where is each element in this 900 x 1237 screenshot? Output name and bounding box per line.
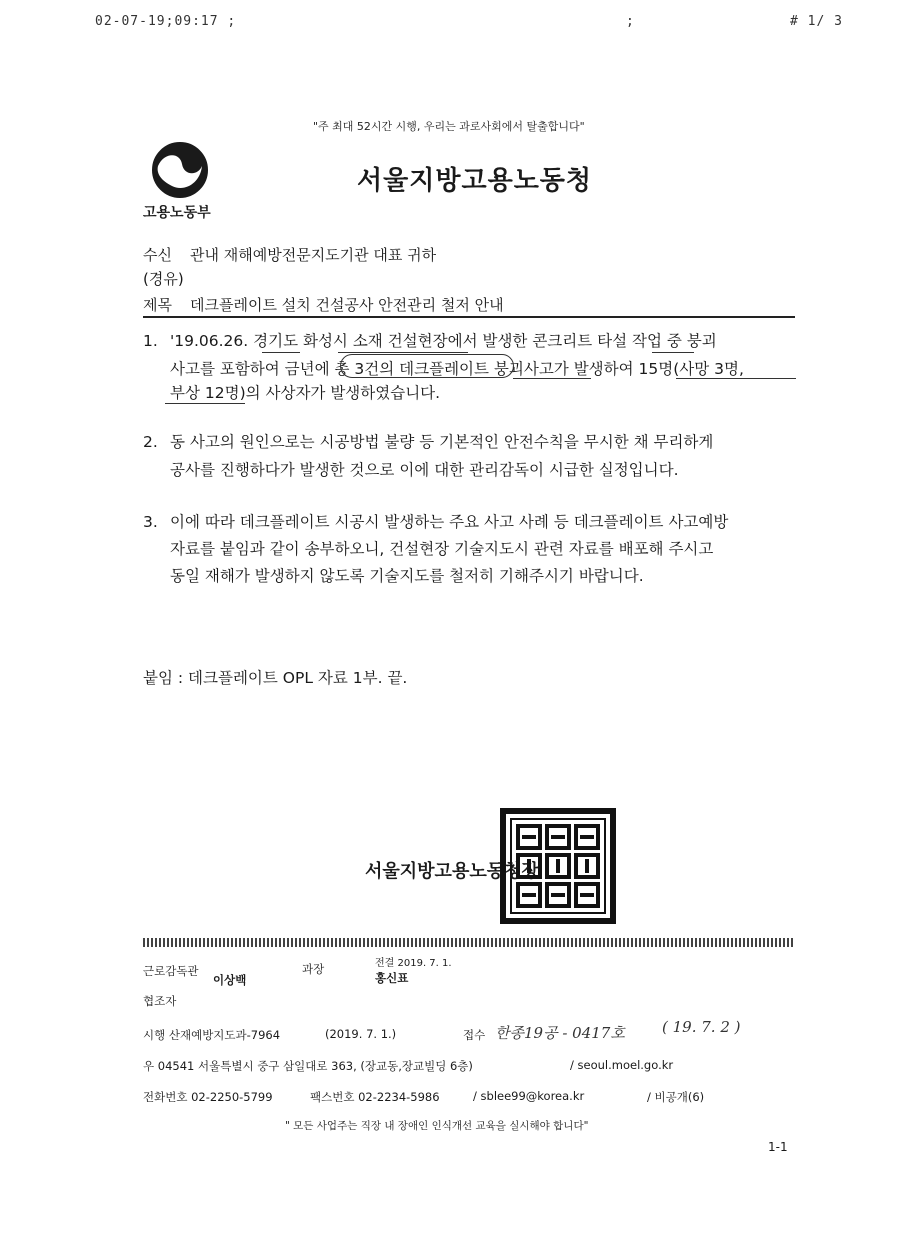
subject-label: 제목 xyxy=(143,296,172,314)
para-3-number: 3. xyxy=(143,513,158,531)
phone: 전화번호 02-2250-5799 xyxy=(143,1090,273,1104)
para-2-line-1: 동 사고의 원인으로는 시공방법 불량 등 기본적인 안전수칙을 무시한 채 무리하게 xyxy=(170,433,714,451)
email: / sblee99@korea.kr xyxy=(473,1089,585,1103)
cooperator-label: 협조자 xyxy=(143,994,177,1008)
page-number: 1-1 xyxy=(768,1140,788,1154)
enforcement-number: 시행 산재예방지도과-7964 xyxy=(143,1028,281,1042)
ministry-name: 고용노동부 xyxy=(143,205,211,221)
para-3-line-1: 이에 따라 데크플레이트 시공시 발생하는 주요 사고 사례 등 데크플레이트 사고예방 xyxy=(170,513,729,531)
pen-circle xyxy=(340,354,514,378)
pen-underline xyxy=(513,378,591,379)
receipt-handwritten: 한종19공 - 0417호 xyxy=(495,1024,625,1042)
fax-header-left: 02-07-19;09:17 ; xyxy=(95,14,237,29)
pen-underline xyxy=(652,352,694,353)
pen-underline xyxy=(676,378,796,379)
approval-date: 전결 2019. 7. 1. xyxy=(375,958,452,969)
para-1-line-3: 부상 12명)의 사상자가 발생하였습니다. xyxy=(170,384,441,402)
fax-number: 팩스번호 02-2234-5986 xyxy=(310,1090,440,1104)
recipient-label: 수신 xyxy=(143,246,172,264)
sender-name: 서울지방고용노동청장 xyxy=(365,861,539,882)
footer-divider xyxy=(143,938,795,947)
disclosure: / 비공개(6) xyxy=(647,1090,705,1104)
para-1-line-1: '19.06.26. 경기도 화성시 소재 건설현장에서 발생한 콘크리트 타설 작업 중 붕괴 xyxy=(170,332,717,350)
receipt-date-handwritten: ( 19. 7. 2 ) xyxy=(662,1018,741,1036)
fax-header-mid: ; xyxy=(626,14,635,29)
pen-underline xyxy=(262,352,300,353)
chief-label: 과장 xyxy=(302,962,325,976)
receipt-label: 접수 xyxy=(463,1028,486,1042)
para-3-line-3: 동일 재해가 발생하지 않도록 기술지도를 철저히 기해주시기 바랍니다. xyxy=(170,567,644,585)
para-2-number: 2. xyxy=(143,433,158,451)
para-3-line-2: 자료를 붙임과 같이 송부하오니, 건설현장 기술지도시 관련 자료를 배포해 주시고 xyxy=(170,540,714,558)
fax-page-count: # 1/ 3 xyxy=(790,14,843,29)
website: / seoul.moel.go.kr xyxy=(570,1058,674,1072)
recipient-value: 관내 재해예방전문지도기관 대표 귀하 xyxy=(190,246,437,264)
header-divider xyxy=(143,316,795,318)
attachment-line: 붙임 : 데크플레이트 OPL 자료 1부. 끝. xyxy=(143,669,408,687)
enforcement-date: (2019. 7. 1.) xyxy=(325,1027,397,1041)
inspector-name: 이상백 xyxy=(213,973,247,987)
agency-title: 서울지방고용노동청 xyxy=(357,166,593,196)
inspector-label: 근로감독관 xyxy=(143,964,199,978)
address: 우 04541 서울특별시 중구 삼일대로 363, (장교동,장교빌딩 6층) xyxy=(143,1059,473,1073)
pen-underline xyxy=(165,403,245,404)
top-slogan: "주 최대 52시간 시행, 우리는 과로사회에서 탈출합니다" xyxy=(313,120,585,133)
chief-name: 홍신표 xyxy=(375,971,409,985)
via-label: (경유) xyxy=(143,270,184,288)
pen-underline xyxy=(338,352,468,353)
ministry-logo-icon xyxy=(150,140,210,200)
official-seal-icon xyxy=(500,808,616,924)
subject-value: 데크플레이트 설치 건설공사 안전관리 철저 안내 xyxy=(190,296,504,314)
para-1-number: 1. xyxy=(143,332,158,350)
para-2-line-2: 공사를 진행하다가 발생한 것으로 이에 대한 관리감독이 시급한 실정입니다. xyxy=(170,461,679,479)
bottom-slogan: " 모든 사업주는 직장 내 장애인 인식개선 교육을 실시해야 합니다" xyxy=(285,1120,589,1132)
para-1-line-2: 사고를 포함하여 금년에 총 3건의 데크플레이트 붕괴사고가 발생하여 15명(사망 3명, xyxy=(170,360,744,378)
